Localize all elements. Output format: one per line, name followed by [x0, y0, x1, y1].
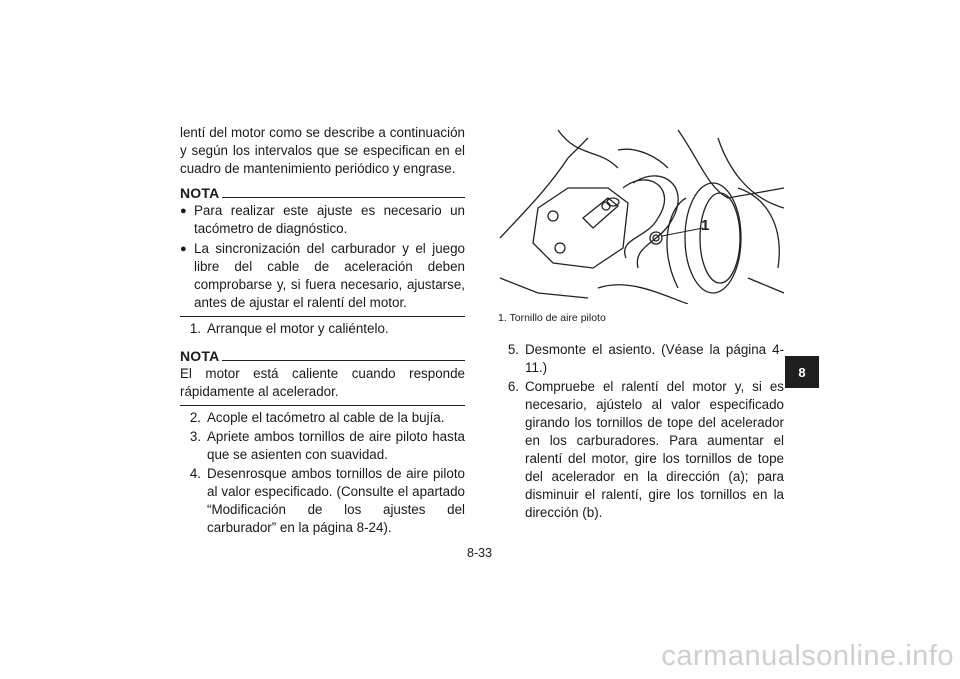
step-number: 4. [189, 466, 201, 481]
nota-end-rule [180, 316, 465, 317]
nota-text: El motor está caliente cuando responde rápidamente al acelerador. [180, 366, 465, 399]
nota-rule [222, 360, 465, 361]
step-text: Desmonte el asiento. (Véase la página 4-11.) [525, 342, 784, 375]
step-item [180, 465, 465, 537]
bullet-text: Para realizar este ajuste es necesario un tacómetro de diagnóstico. [194, 203, 465, 236]
step-item [180, 409, 465, 427]
bullet-text: La sincronización del carburador y el juego libre del cable de aceleración deben comprobarse y, si fuera necesario, ajustarse, antes de ajustar el ralentí del motor. [194, 241, 465, 310]
figure-caption: 1. Tornillo de aire piloto [498, 312, 606, 324]
nota-label: NOTA [180, 348, 220, 364]
nota-rule [222, 197, 465, 198]
callout-number: 1 [701, 217, 710, 234]
nota-end-rule [180, 405, 465, 406]
nota-label: NOTA [180, 185, 220, 201]
step-text: Acople el tacómetro al cable de la bujía. [207, 410, 445, 425]
step-text: Desenrosque ambos tornillos de aire piloto al valor especificado. (Consulte el apartado “Modificación de los ajustes del carburador” en la página 8-24). [207, 466, 465, 535]
bullet-icon: ● [180, 205, 187, 217]
right-column [498, 340, 784, 522]
step-text: Apriete ambos tornillos de aire piloto hasta que se asienten con suavidad. [207, 429, 465, 462]
bullet-icon: ● [180, 243, 187, 255]
watermark: carmanualsonline.info [661, 640, 954, 672]
intro-paragraph: lentí del motor como se describe a continuación y según los intervalos que se especifican en el cuadro de mantenimiento periódico y engrase. [180, 125, 465, 176]
step-text: Arranque el motor y caliéntelo. [207, 321, 389, 336]
nota-heading-2 [180, 347, 465, 363]
step-item [498, 378, 784, 522]
step-item [180, 428, 465, 464]
nota-heading-1 [180, 184, 465, 200]
step-number: 3. [189, 429, 201, 444]
step-text: Compruebe el ralentí del motor y, si es necesario, ajústelo al valor especificado girando los tornillos de tope del acelerador en los carburadores. Para aumentar el ralentí del motor, gire los tornillos de tope del acelerador en la dirección (a); para disminuir el ralentí, gire los tornillos en la dirección (b). [525, 379, 784, 520]
nota-bullet [180, 202, 465, 238]
step-item [498, 341, 784, 377]
chapter-tab: 8 [785, 356, 819, 388]
left-column [180, 124, 465, 537]
page-number: 8-33 [467, 546, 493, 560]
step-number: 1. [189, 321, 201, 336]
carburetor-illustration [498, 128, 784, 304]
step-number: 5. [507, 342, 519, 357]
nota-bullet [180, 240, 465, 312]
step-number: 2. [189, 410, 201, 425]
step-number: 6. [507, 379, 519, 394]
step-item [180, 320, 465, 338]
